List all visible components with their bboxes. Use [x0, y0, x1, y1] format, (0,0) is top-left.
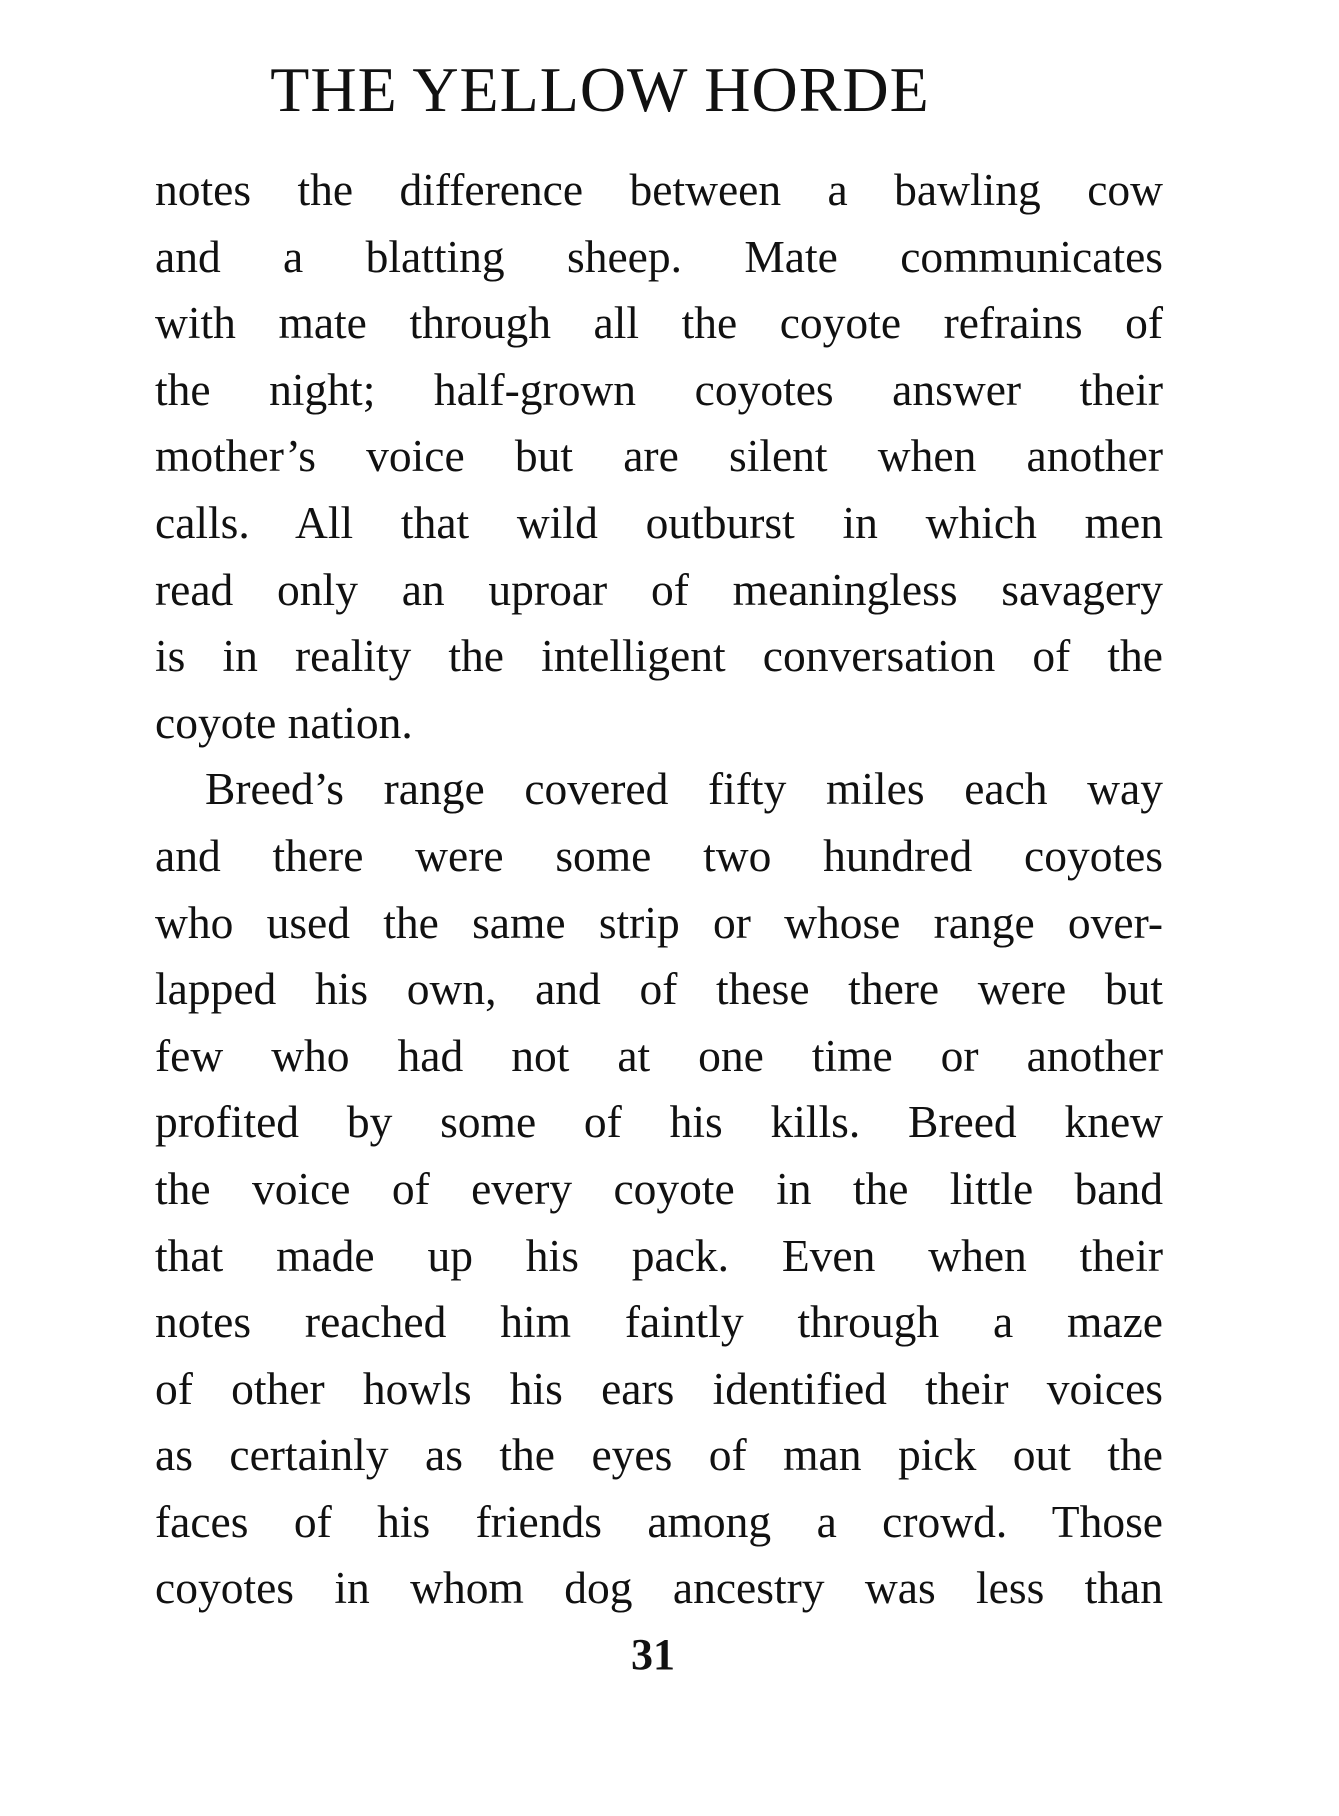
text-line: is in reality the intelligent conversation of the: [155, 630, 1163, 682]
text-line: few who had not at one time or another: [155, 1029, 1163, 1081]
paragraph-2: [155, 756, 1163, 1622]
text-line: read only an uproar of meaningless savagery: [155, 563, 1163, 615]
running-head: THE YELLOW HORDE: [270, 54, 930, 125]
body-text: [155, 157, 1163, 1622]
text-line: and there were some two hundred coyotes: [155, 829, 1163, 881]
text-line: lapped his own, and of these there were but: [155, 963, 1163, 1015]
text-line: and a blatting sheep. Mate communicates: [155, 230, 1163, 282]
text-line: Breed’s range covered fifty miles each way: [205, 763, 1163, 815]
text-line: calls. All that wild outburst in which men: [155, 496, 1163, 548]
text-line: coyotes in whom dog ancestry was less than: [155, 1562, 1163, 1614]
text-line: that made up his pack. Even when their: [155, 1229, 1163, 1281]
text-line: as certainly as the eyes of man pick out the: [155, 1429, 1163, 1481]
text-line: profited by some of his kills. Breed knew: [155, 1096, 1163, 1148]
text-line: faces of his friends among a crowd. Those: [155, 1495, 1163, 1547]
text-line: with mate through all the coyote refrains of: [155, 297, 1163, 349]
text-line: who used the same strip or whose range over-: [155, 896, 1163, 948]
text-line: of other howls his ears identified their voices: [155, 1362, 1163, 1414]
text-line: mother’s voice but are silent when another: [155, 430, 1163, 482]
text-line: the night; half-grown coyotes answer their: [155, 363, 1163, 415]
text-line: notes the difference between a bawling cow: [155, 164, 1163, 215]
text-line: the voice of every coyote in the little band: [155, 1162, 1163, 1214]
text-line: notes reached him faintly through a maze: [155, 1296, 1163, 1348]
paragraph-1: [155, 157, 1163, 756]
page-number: 31: [631, 1630, 675, 1679]
text-line: coyote nation.: [155, 696, 413, 748]
